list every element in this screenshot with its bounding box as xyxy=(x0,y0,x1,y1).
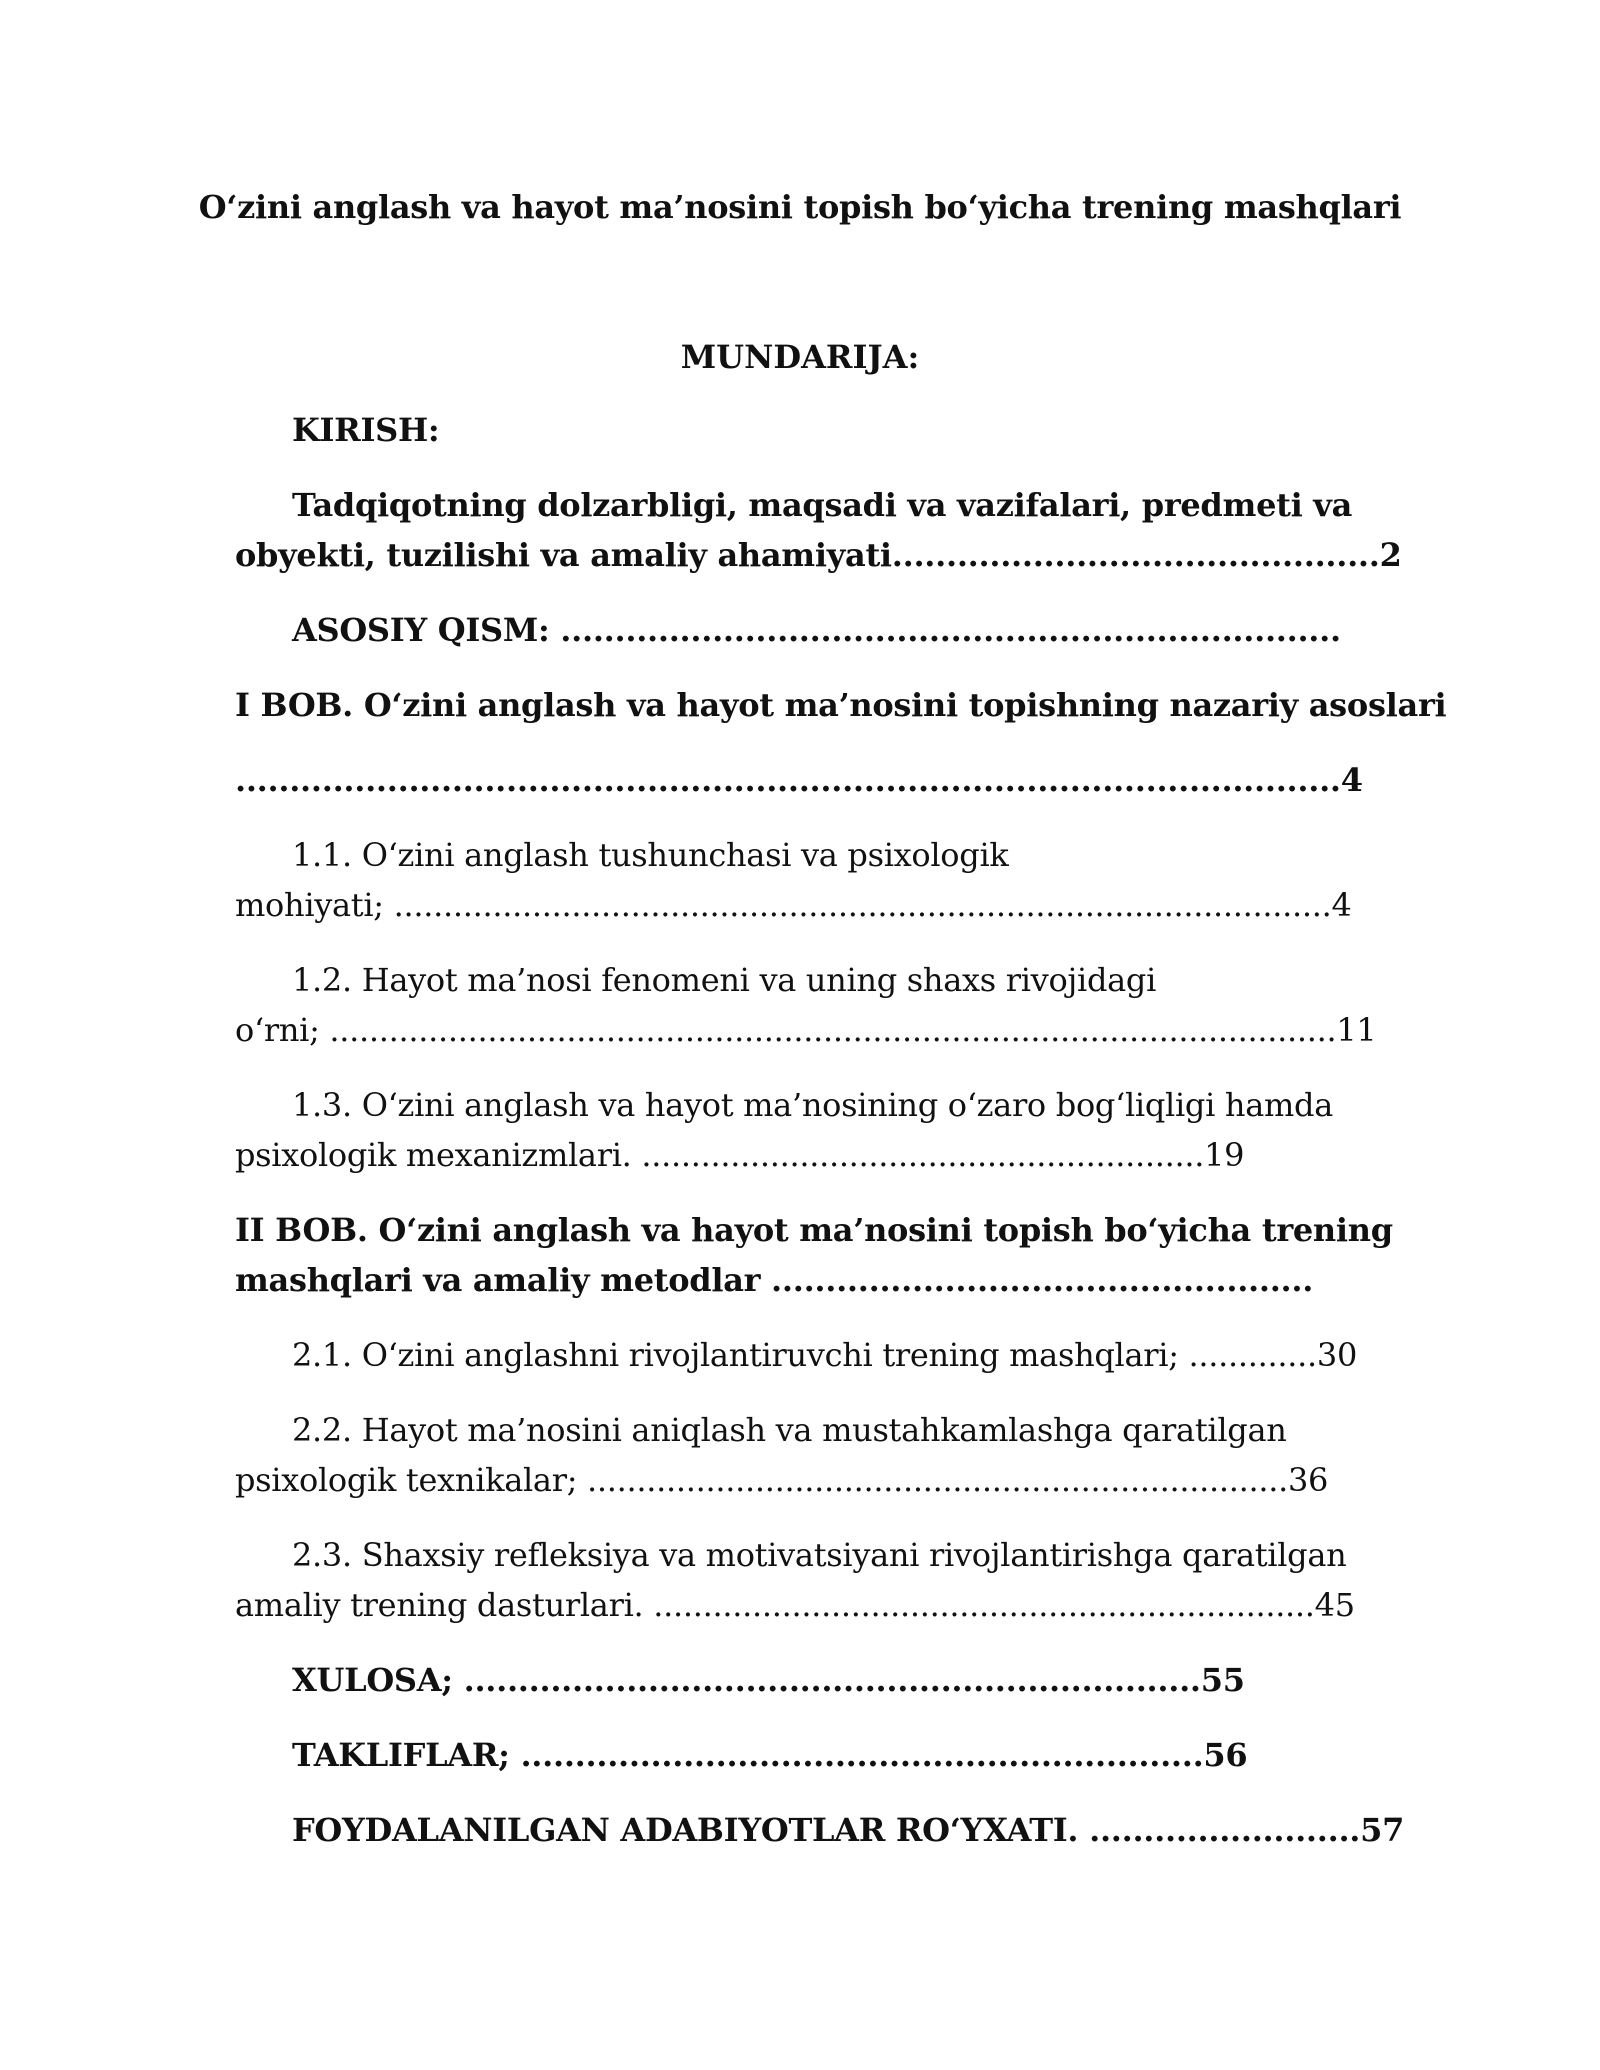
toc-entry-1-1-line1: 1.1. O‘zini anglash tushunchasi va psixologik xyxy=(292,836,1009,874)
toc-entry-kirish: KIRISH: xyxy=(292,411,440,449)
toc-entry-1-2-line1: 1.2. Hayot ma’nosi fenomeni va uning shaxs rivojidagi xyxy=(292,961,1157,999)
toc-entry-adabiyotlar: FOYDALANILGAN ADABIYOTLAR RO‘YXATI. .........................57 xyxy=(292,1811,1405,1849)
toc-entry-1-3-line1: 1.3. O‘zini anglash va hayot ma’nosining o‘zaro bog‘liqligi hamda xyxy=(292,1086,1333,1124)
toc-entry-bob2-line2: mashqlari va amaliy metodlar .................................................. xyxy=(235,1261,1314,1299)
toc-entry-intro-line2: obyekti, tuzilishi va amaliy ahamiyati.............................................2 xyxy=(235,536,1402,574)
toc-entry-bob1-title: I BOB. O‘zini anglash va hayot ma’nosini topishning nazariy asoslari xyxy=(235,686,1447,724)
toc-entry-1-1-line2: mohiyati; ...............................................................................................4 xyxy=(235,886,1352,924)
toc-entry-2-3-line2: amaliy trening dasturlari. ...................................................................45 xyxy=(235,1586,1355,1624)
toc-heading: MUNDARIJA: xyxy=(680,338,920,376)
toc-entry-2-3-line1: 2.3. Shaxsiy refleksiya va motivatsiyani rivojlantirishga qaratilgan xyxy=(292,1536,1347,1574)
toc-entry-xulosa: XULOSA; ....................................................................55 xyxy=(292,1661,1245,1699)
toc-entry-1-3-line2: psixologik mexanizmlari. .........................................................19 xyxy=(235,1136,1245,1174)
toc-entry-bob1-dots: ......................................................................................................4 xyxy=(235,761,1363,799)
toc-entry-takliflar: TAKLIFLAR; ...............................................................56 xyxy=(292,1736,1248,1774)
toc-entry-2-2-line2: psixologik texnikalar; .......................................................................36 xyxy=(235,1461,1329,1499)
toc-entry-asosiy-qism: ASOSIY QISM: ........................................................................ xyxy=(292,611,1341,649)
document-title: O‘zini anglash va hayot ma’nosini topish bo‘yicha trening mashqlari xyxy=(198,188,1402,226)
toc-entry-2-1: 2.1. O‘zini anglashni rivojlantiruvchi trening mashqlari; .............30 xyxy=(292,1336,1358,1374)
toc-entry-2-2-line1: 2.2. Hayot ma’nosini aniqlash va mustahkamlashga qaratilgan xyxy=(292,1411,1287,1449)
toc-entry-intro-line1: Tadqiqotning dolzarbligi, maqsadi va vazifalari, predmeti va xyxy=(292,486,1353,524)
toc-entry-bob2-line1: II BOB. O‘zini anglash va hayot ma’nosini topish bo‘yicha trening xyxy=(235,1211,1393,1249)
toc-entry-1-2-line2: o‘rni; ......................................................................................................11 xyxy=(235,1011,1377,1049)
